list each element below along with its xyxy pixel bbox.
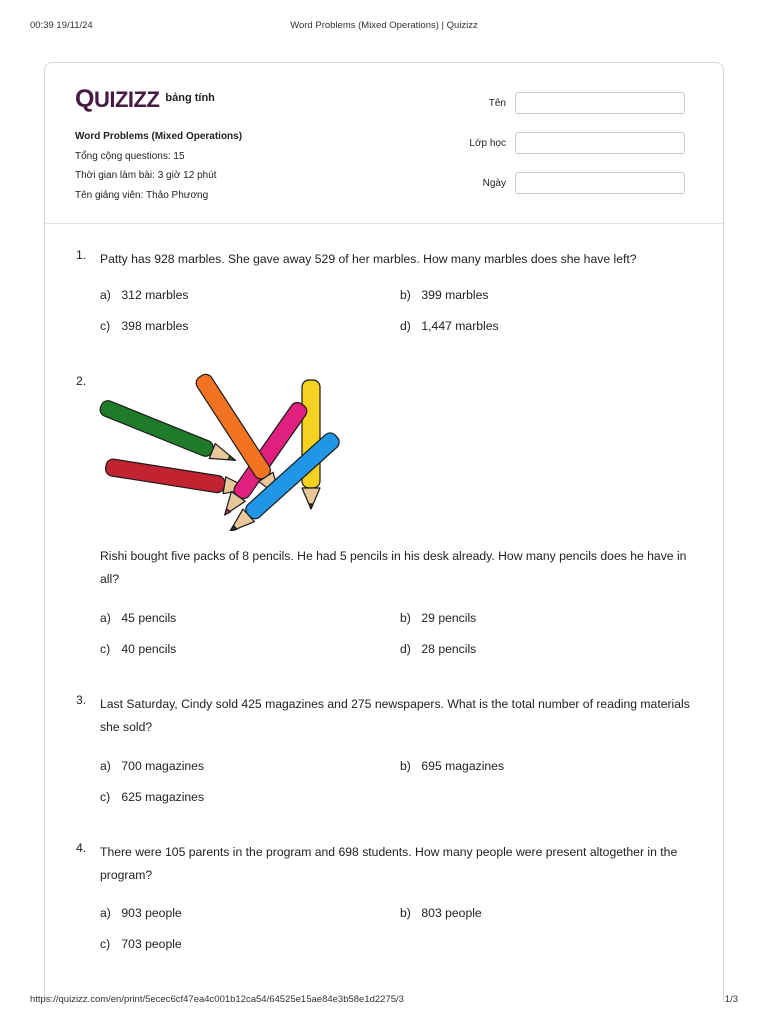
answer-option[interactable]: a) 903 people	[100, 906, 182, 920]
total-questions: Tổng cộng questions: 15	[75, 150, 185, 162]
quiz-title: Word Problems (Mixed Operations)	[75, 131, 243, 142]
question-text: Last Saturday, Cindy sold 425 magazines and 275 newspapers. What is the total number of reading materials she sold?	[100, 697, 690, 734]
answer-option[interactable]: c) 625 magazines	[100, 790, 205, 804]
brand	[75, 85, 215, 114]
question-text: There were 105 parents in the program and 698 students. How many people were present altogether in the program?	[100, 845, 678, 882]
date-input[interactable]	[515, 172, 685, 194]
question-number: 2.	[76, 374, 87, 388]
answer-option[interactable]: a) 312 marbles	[100, 288, 189, 302]
colored-pencils-image	[96, 366, 346, 531]
name-field-row	[425, 92, 685, 114]
date-field-row	[425, 172, 685, 194]
print-timestamp: 00:39 19/11/24	[30, 20, 93, 31]
class-input[interactable]	[515, 132, 685, 154]
print-url: https://quizizz.com/en/print/5ecec6cf47ea4c001b12ca54/64525e15ae84e3b58e1d2275/3	[30, 994, 404, 1005]
answer-option[interactable]: b) 803 people	[400, 906, 482, 920]
time-limit: Thời gian làm bài: 3 giờ 12 phút	[75, 170, 217, 181]
page-number: 1/3	[724, 994, 738, 1005]
answer-option[interactable]: c) 398 marbles	[100, 319, 189, 333]
name-label: Tên	[488, 97, 506, 109]
print-title: Word Problems (Mixed Operations) | Quizizz	[290, 20, 478, 31]
question-number: 3.	[76, 693, 87, 707]
answer-option[interactable]: d) 1,447 marbles	[400, 319, 499, 333]
class-label: Lớp học	[469, 137, 506, 149]
worksheet-subtitle: bảng tính	[165, 92, 215, 104]
answer-option[interactable]: c) 703 people	[100, 937, 182, 951]
worksheet-header	[45, 63, 723, 224]
answer-option[interactable]: a) 45 pencils	[100, 611, 177, 625]
question-number: 1.	[76, 248, 87, 262]
name-input[interactable]	[515, 92, 685, 114]
answer-option[interactable]: b) 29 pencils	[400, 611, 477, 625]
red-pencil	[105, 458, 251, 497]
class-field-row	[425, 132, 685, 154]
question-text: Patty has 928 marbles. She gave away 529 of her marbles. How many marbles does she have left?	[100, 252, 637, 266]
quizizz-logo: QUIZIZZ	[75, 85, 160, 113]
answer-option[interactable]: b) 399 marbles	[400, 288, 489, 302]
date-label: Ngày	[482, 177, 506, 189]
answer-option[interactable]: a) 700 magazines	[100, 759, 205, 773]
quiz-meta	[75, 127, 242, 205]
teacher-name: Tên giảng viên: Thảo Phương	[75, 189, 209, 201]
answer-option[interactable]: b) 695 magazines	[400, 759, 505, 773]
answer-option[interactable]: d) 28 pencils	[400, 642, 477, 656]
question-text: Rishi bought five packs of 8 pencils. He had 5 pencils in his desk already. How many pencils does he have in all?	[100, 549, 687, 586]
question-number: 4.	[76, 841, 87, 855]
answer-option[interactable]: c) 40 pencils	[100, 642, 177, 656]
